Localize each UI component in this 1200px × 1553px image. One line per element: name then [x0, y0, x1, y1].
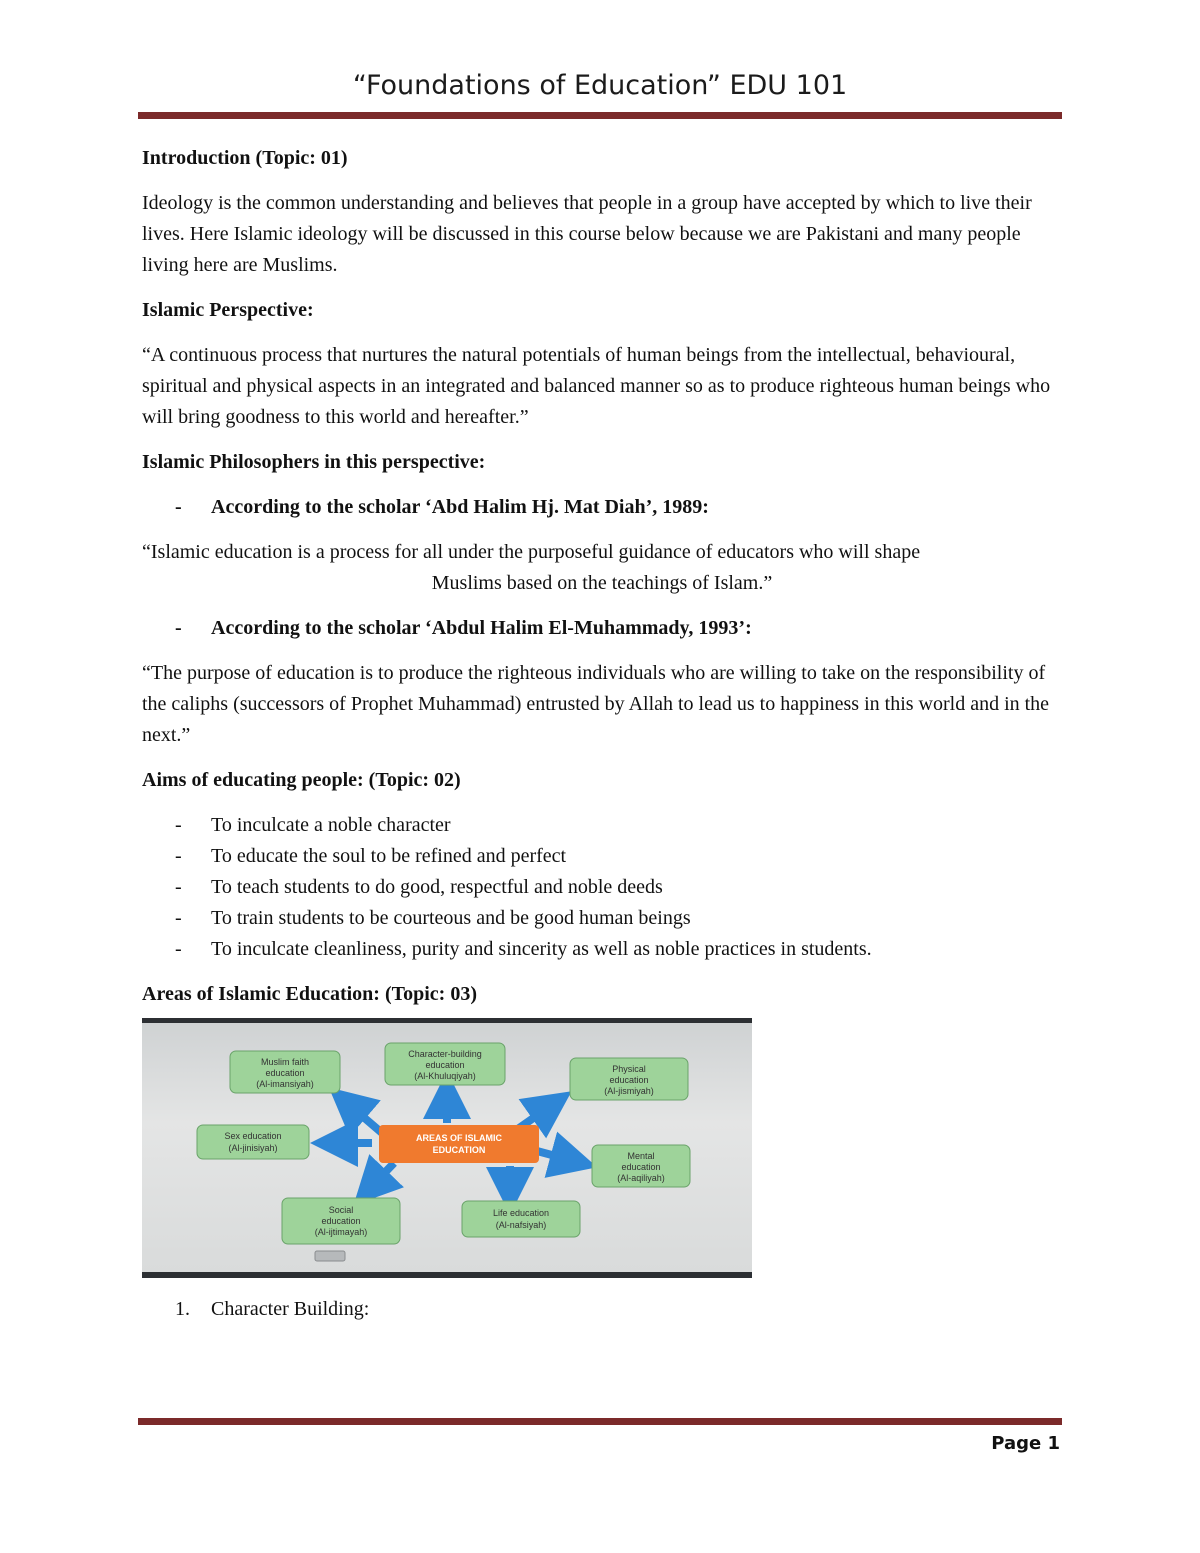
aims-heading: Aims of educating people: (Topic: 02) — [142, 769, 461, 791]
numbered-item-1: 1. Character Building: — [142, 1294, 1062, 1325]
document-title: “Foundations of Education” EDU 101 — [352, 70, 848, 101]
aims-list — [142, 810, 1062, 965]
diagram-arrow — [537, 1151, 574, 1161]
scholar-1-label: - According to the scholar ‘Abd Halim Hj. Mat Diah’, 1989: — [142, 492, 1062, 523]
aims-list-item: - To educate the soul to be refined and perfect — [175, 845, 567, 867]
svg-text:education: education — [425, 1060, 465, 1070]
intro-heading: Introduction (Topic: 01) — [142, 147, 348, 169]
dash-marker: - — [175, 617, 182, 639]
svg-text:Character-building: Character-building — [408, 1049, 482, 1059]
scholar-2-quote: “The purpose of education is to produce the righteous individuals who are willing to take on the responsibility of the caliphs (successors of Prophet Muhammad) entrusted by Allah to lead us to happiness in this world and in the next.” — [142, 662, 1050, 746]
diagram-center-label: EDUCATION — [432, 1145, 486, 1155]
scholar-2-label: - According to the scholar ‘Abdul Halim El-Muhammady, 1993’: — [142, 613, 1062, 644]
svg-text:education: education — [265, 1068, 305, 1078]
header-rule — [138, 112, 1062, 119]
scholar-1-quote-line2: Muslims based on the teachings of Islam.” — [431, 572, 773, 594]
svg-text:Physical: Physical — [612, 1064, 646, 1074]
perspective-heading: Islamic Perspective: — [142, 299, 314, 321]
svg-text:(Al-Khuluqiyah): (Al-Khuluqiyah) — [414, 1071, 476, 1081]
svg-text:education: education — [621, 1162, 661, 1172]
svg-text:(Al-jinisiyah): (Al-jinisiyah) — [228, 1143, 278, 1153]
svg-text:Social: Social — [328, 1205, 354, 1215]
areas-heading: Areas of Islamic Education: (Topic: 03) — [142, 983, 477, 1005]
diagram-node — [462, 1201, 580, 1237]
diagram-arrow — [347, 1103, 382, 1133]
page-number: Page 1 — [991, 1433, 1060, 1454]
areas-diagram-svg — [142, 1023, 752, 1263]
dash-marker: - — [175, 496, 182, 518]
svg-text:education: education — [321, 1216, 361, 1226]
philosophers-heading: Islamic Philosophers in this perspective: — [142, 451, 486, 473]
svg-text:Muslim faith: Muslim faith — [260, 1057, 310, 1067]
svg-text:Mental: Mental — [627, 1151, 655, 1161]
numbered-item-marker: 1. — [175, 1298, 190, 1320]
svg-text:(Al-ijtimayah): (Al-ijtimayah) — [314, 1227, 368, 1237]
areas-diagram-image — [142, 1018, 752, 1278]
intro-paragraph: Ideology is the common understanding and believes that people in a group have accepted by which to live their lives. Here Islamic ideology will be discussed in this course below because we are Pakistani and many people living here are Muslims. — [142, 192, 1032, 276]
scholar-1-quote-line1: “Islamic education is a process for all under the purposeful guidance of educators who will shape — [142, 541, 921, 563]
aims-list-item: - To train students to be courteous and be good human beings — [175, 907, 691, 929]
aims-list-item: - To inculcate a noble character — [175, 814, 451, 836]
svg-text:(Al-aqiliyah): (Al-aqiliyah) — [617, 1173, 665, 1183]
diagram-center-box — [379, 1125, 539, 1163]
svg-text:(Al-jismiyah): (Al-jismiyah) — [604, 1086, 654, 1096]
diagram-arrow — [370, 1163, 394, 1188]
svg-text:(Al-imansiyah): (Al-imansiyah) — [256, 1079, 314, 1089]
perspective-quote: “A continuous process that nurtures the natural potentials of human beings from the intellectual, behavioural, spiritual and physical aspects in an integrated and balanced manner so as to produce righteous human beings who will bring goodness to this world and hereafter.” — [142, 344, 1051, 428]
document-body — [142, 143, 1062, 1325]
footer-rule — [138, 1418, 1062, 1425]
svg-text:Life education: Life education — [492, 1208, 550, 1218]
svg-text:(Al-nafsiyah): (Al-nafsiyah) — [495, 1220, 547, 1230]
aims-list-item: - To teach students to do good, respectful and noble deeds — [175, 876, 663, 898]
aims-list-item: - To inculcate cleanliness, purity and sincerity as well as noble practices in students. — [175, 938, 872, 960]
svg-text:education: education — [609, 1075, 649, 1085]
screen-control-icon — [315, 1251, 345, 1261]
diagram-center-label: AREAS OF ISLAMIC — [415, 1133, 503, 1143]
svg-text:Sex education: Sex education — [224, 1131, 282, 1141]
